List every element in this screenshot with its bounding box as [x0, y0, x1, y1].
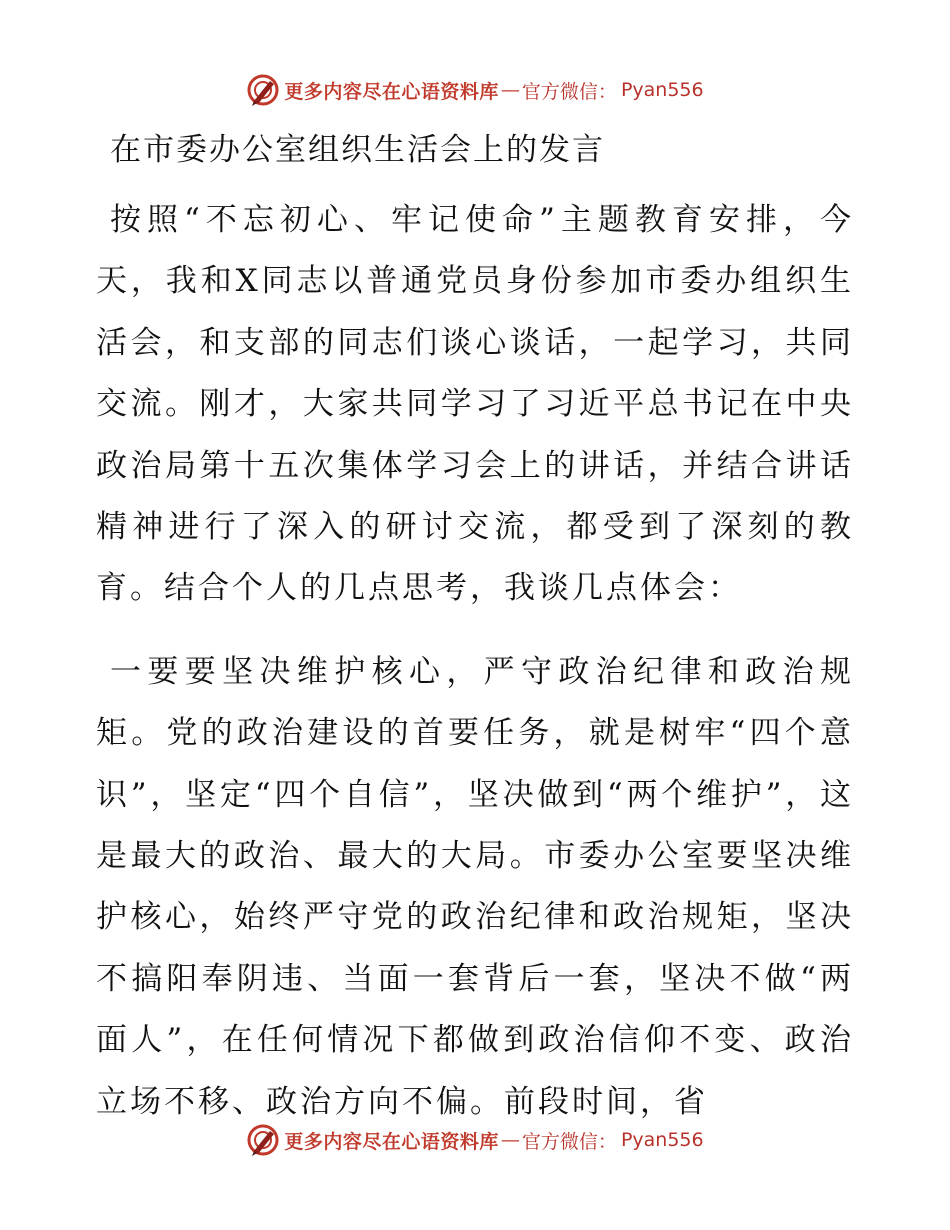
header-banner [0, 70, 950, 110]
banner-dash: — [500, 79, 520, 101]
pen-logo-icon [246, 1123, 280, 1157]
banner-slogan: 更多内容尽在心语资料库 [284, 1130, 499, 1153]
banner-slogan: 更多内容尽在心语资料库 [284, 80, 499, 103]
document-title: 在市委办公室组织生活会上的发言 [110, 132, 605, 168]
banner-dash: — [500, 1129, 520, 1151]
paragraph: 一要要坚决维护核心，严守政治纪律和政治规矩。党的政治建设的首要任务，就是树牢“四个意识”，坚定“四个自信”，坚决做到“两个维护”，这是最大的政治、最大的大局。市委办公室要坚决维护核心，始终严守党的政治纪律和政治规矩，坚决不搞阳奉阴违、当面一套背后一套，坚决不做“两面人”，在任何情况下都做到政治信仰不变、政治立场不移、政治方向不偏。前段时间，省 [96, 653, 854, 1120]
footer-banner [0, 1120, 950, 1160]
banner-wechat-label: 官方微信： [521, 80, 617, 103]
banner-wechat-id: Pyan556 [620, 79, 704, 101]
paragraph: 按照“不忘初心、牢记使命”主题教育安排，今天，我和X同志以普通党员身份参加市委办组织生活会，和支部的同志们谈心谈话，一起学习，共同交流。刚才，大家共同学习了习近平总书记在中央政治局第十五次集体学习会上的讲话，并结合讲话精神进行了深入的研讨交流，都受到了深刻的教育。结合个人的几点思考，我谈几点体会： [96, 202, 854, 607]
banner-wechat-id: Pyan556 [620, 1129, 704, 1151]
document-body [96, 120, 854, 1133]
pen-logo-icon [246, 73, 280, 107]
banner-wechat-label: 官方微信： [521, 1130, 617, 1153]
